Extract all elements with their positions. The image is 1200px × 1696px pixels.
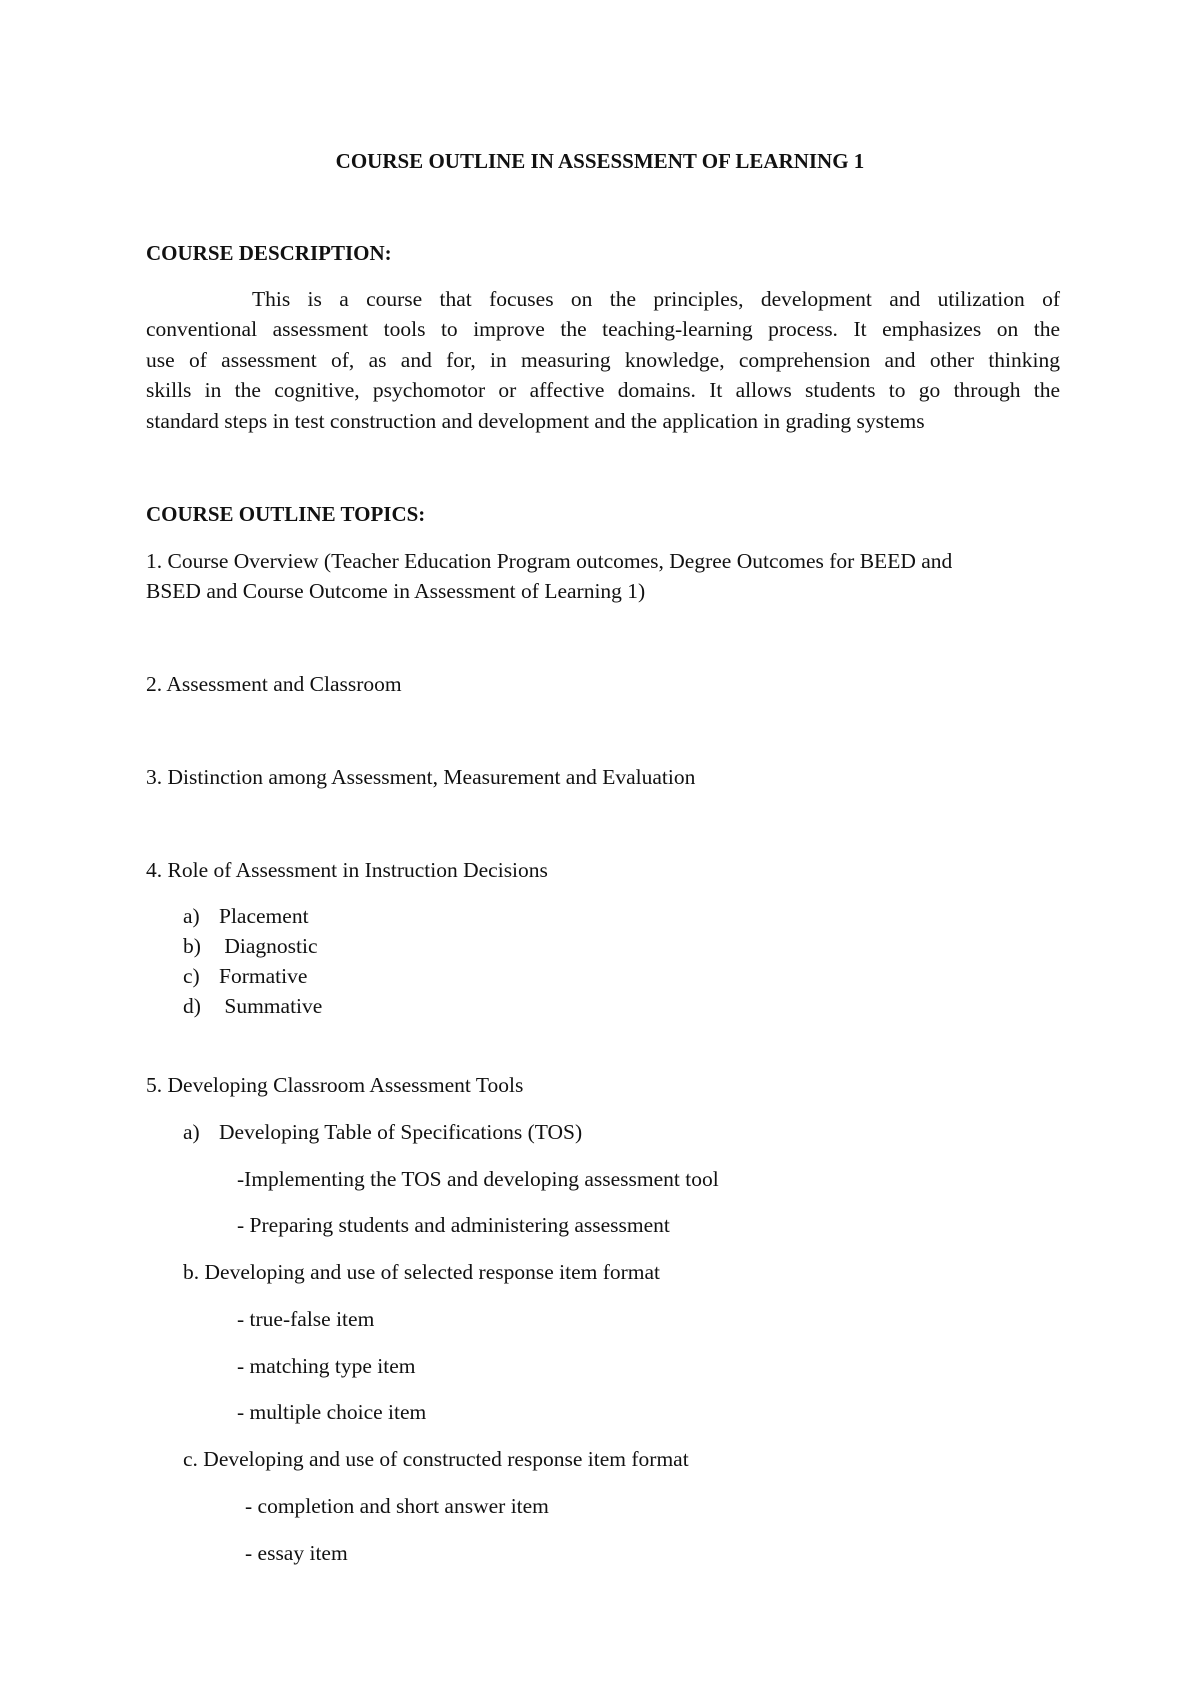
topic-4-item	[183, 931, 318, 961]
item-label: a)	[183, 1120, 200, 1144]
topic-3: 3. Distinction among Assessment, Measurement and Evaluation	[146, 765, 696, 789]
item-label: c)	[183, 964, 200, 988]
topic-1-line: BSED and Course Outcome in Assessment of Learning 1)	[146, 579, 646, 603]
description-line: conventional assessment tools to improve the teaching-learning process. It emphasizes on the	[146, 317, 1060, 342]
topic-5-c-sub: - essay item	[245, 1541, 348, 1565]
item-text: Diagnostic	[219, 934, 318, 958]
topic-4-item	[183, 901, 309, 931]
item-text: Formative	[219, 964, 308, 988]
topic-5-a	[183, 1117, 582, 1147]
topic-2: 2. Assessment and Classroom	[146, 672, 402, 696]
topic-4-item	[183, 961, 307, 991]
topic-5-b-sub: - matching type item	[237, 1354, 416, 1378]
item-text: Summative	[219, 994, 323, 1018]
topic-5-b-sub: - multiple choice item	[237, 1400, 427, 1424]
topic-1-line: 1. Course Overview (Teacher Education Program outcomes, Degree Outcomes for BEED and	[146, 549, 953, 573]
description-line: standard steps in test construction and development and the application in grading systems	[146, 408, 925, 433]
item-text: Developing Table of Specifications (TOS)	[219, 1120, 583, 1144]
item-label: b)	[183, 934, 201, 958]
document-title: COURSE OUTLINE IN ASSESSMENT OF LEARNING 1	[335, 149, 865, 173]
topic-5-c-sub: - completion and short answer item	[245, 1494, 549, 1518]
topic-5-c: c. Developing and use of constructed response item format	[183, 1447, 689, 1471]
description-line: This is a course that focuses on the principles, development and utilization of	[252, 287, 1060, 311]
item-label: d)	[183, 994, 201, 1018]
topic-5-b-sub: - true-false item	[237, 1307, 375, 1331]
course-outline-topics-heading: COURSE OUTLINE TOPICS:	[146, 502, 426, 526]
topic-5: 5. Developing Classroom Assessment Tools	[146, 1073, 524, 1097]
topic-5-a-sub: -Implementing the TOS and developing assessment tool	[237, 1167, 719, 1191]
item-label: a)	[183, 904, 200, 928]
course-description-heading: COURSE DESCRIPTION:	[146, 241, 392, 265]
topic-4-item	[183, 991, 322, 1021]
course-description-paragraph	[146, 284, 1060, 436]
description-line: use of assessment of, as and for, in measuring knowledge, comprehension and other thinking	[146, 347, 1060, 372]
topic-4: 4. Role of Assessment in Instruction Decisions	[146, 858, 548, 882]
item-text: Placement	[219, 904, 309, 928]
topic-5-a-sub: - Preparing students and administering assessment	[237, 1213, 670, 1237]
description-line: skills in the cognitive, psychomotor or affective domains. It allows students to go through the	[146, 378, 1060, 403]
topic-5-b: b. Developing and use of selected response item format	[183, 1260, 661, 1284]
